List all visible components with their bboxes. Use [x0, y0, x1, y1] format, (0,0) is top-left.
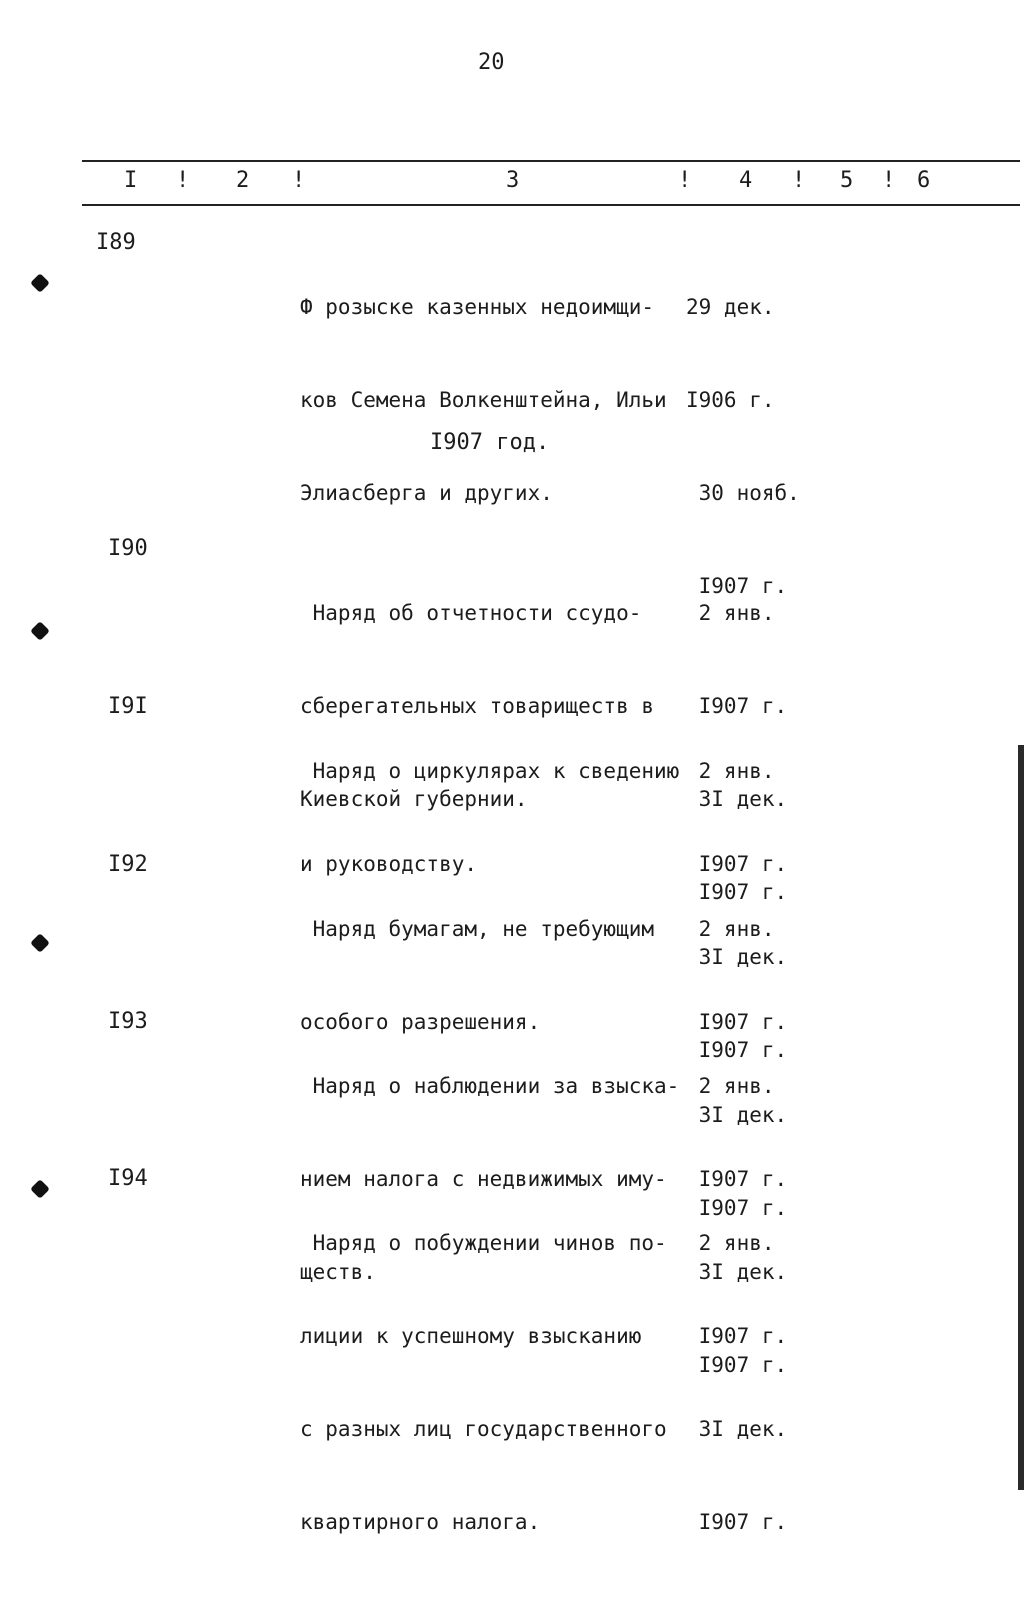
date-line: I907 г.	[686, 574, 788, 598]
row-number: I90	[108, 536, 148, 561]
row-number: I89	[96, 230, 136, 255]
date-line: 2 янв.	[686, 917, 775, 941]
punch-hole-mark	[30, 1179, 50, 1199]
desc-line: лиции к успешному взысканию	[300, 1324, 642, 1348]
date-line: I907 г.	[686, 1167, 788, 1191]
date-line: 3I дек.	[686, 1260, 788, 1284]
table-top-rule	[82, 160, 1020, 162]
date-line: 3I дек.	[686, 1417, 788, 1441]
date-line: 3I дек.	[686, 945, 788, 969]
date-line: 3I дек.	[686, 787, 788, 811]
row-number: I94	[108, 1166, 148, 1191]
punch-hole-mark	[30, 933, 50, 953]
header-col-1: I	[124, 168, 138, 193]
row-description	[300, 1166, 667, 1600]
row-dates	[686, 1166, 787, 1600]
date-line: 2 янв.	[686, 601, 775, 625]
date-line: I907 г.	[686, 1510, 788, 1534]
header-col-5: 5	[840, 168, 854, 193]
header-sep: !	[292, 168, 306, 193]
desc-line: особого разрешения.	[300, 1010, 541, 1034]
punch-hole-mark	[30, 273, 50, 293]
desc-line: сберегательных товариществ в	[300, 694, 655, 718]
desc-line: Наряд о наблюдении за взыска-	[300, 1074, 680, 1098]
year-heading: I907 год.	[430, 430, 550, 455]
desc-line: и руководству.	[300, 852, 478, 876]
date-line: I907 г.	[686, 1038, 788, 1062]
date-line: I907 г.	[686, 852, 788, 876]
desc-line: квартирного налога.	[300, 1510, 541, 1534]
date-line: I907 г.	[686, 1010, 788, 1034]
header-sep: !	[176, 168, 190, 193]
desc-line: с разных лиц государственного	[300, 1417, 667, 1441]
date-line: 2 янв.	[686, 1074, 775, 1098]
row-number: I92	[108, 852, 148, 877]
date-line: I907 г.	[686, 880, 788, 904]
header-col-2: 2	[236, 168, 250, 193]
header-col-6: 6	[917, 168, 931, 193]
row-number: I93	[108, 1009, 148, 1034]
date-line: I906 г.	[686, 388, 775, 412]
desc-line: Наряд об отчетности ссудо-	[300, 601, 642, 625]
desc-line: Киевской губернии.	[300, 787, 528, 811]
date-line: I907 г.	[686, 1196, 788, 1220]
row-description	[300, 230, 667, 571]
header-sep: !	[678, 168, 692, 193]
header-col-4: 4	[739, 168, 753, 193]
date-line: I907 г.	[686, 1353, 788, 1377]
date-line: 3I дек.	[686, 1103, 788, 1127]
desc-line: Элиасберга и других.	[300, 481, 553, 505]
punch-hole-mark	[30, 621, 50, 641]
desc-line: Наряд о побуждении чинов по-	[300, 1231, 667, 1255]
desc-line: Ф розыске казенных недоимщи-	[300, 295, 655, 319]
desc-line: Наряд бумагам, не требующим	[300, 917, 655, 941]
date-line: 30 нояб.	[686, 481, 800, 505]
table-header-rule	[82, 204, 1020, 206]
date-line: I907 г.	[686, 694, 788, 718]
date-line: 2 янв.	[686, 1231, 775, 1255]
scan-edge-shadow	[1018, 745, 1024, 1490]
header-sep: !	[882, 168, 896, 193]
desc-line: Наряд о циркулярах к сведению	[300, 759, 680, 783]
desc-line: ков Семена Волкенштейна, Ильи	[300, 388, 667, 412]
desc-line: нием налога с недвижимых иму-	[300, 1167, 667, 1191]
header-col-3: 3	[506, 168, 520, 193]
row-number: I9I	[108, 694, 148, 719]
header-sep: !	[792, 168, 806, 193]
page-number: 20	[478, 50, 505, 75]
date-line: 29 дек.	[686, 295, 775, 319]
date-line: I907 г.	[686, 1324, 788, 1348]
date-line: 2 янв.	[686, 759, 775, 783]
desc-line: ществ.	[300, 1260, 376, 1284]
